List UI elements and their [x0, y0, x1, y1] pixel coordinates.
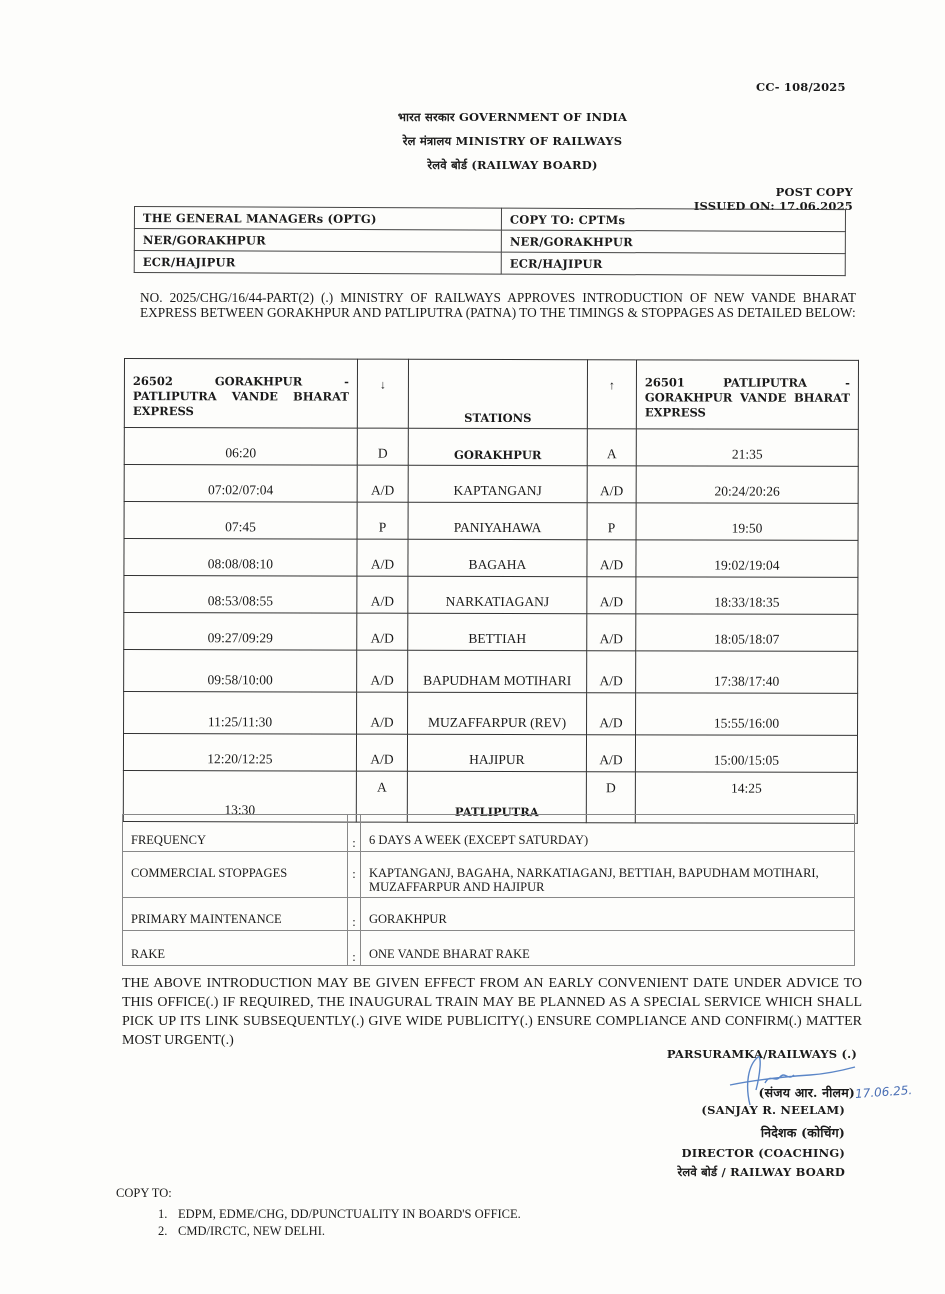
info-separator: :: [348, 815, 361, 852]
info-row-frequency: [123, 815, 855, 852]
down-time: 11:25/11:30: [124, 692, 357, 735]
header-board-hindi: रेलवे बोर्ड: [427, 158, 468, 172]
telegraphic-address: PARSURAMKA/RAILWAYS (.): [666, 1047, 857, 1061]
closing-paragraph: THE ABOVE INTRODUCTION MAY BE GIVEN EFFECT FROM AN EARLY CONVENIENT DATE UNDER ADVICE TO THIS OFFICE(.) IF REQUIRED, THE INAUGURAL TRAIN MAY BE PLANNED AS A SPECIAL SERVICE WHICH SHALL PICK UP ITS LINK SUBSEQUENTLY(.) GIVE WIDE PUBLICITY(.) ENSURE COMPLIANCE AND CONFIRM(.) MATTER MOST URGENT(.): [122, 976, 862, 1048]
copy-to-item: [158, 1223, 521, 1240]
info-value: KAPTANGANJ, BAGAHA, NARKATIAGANJ, BETTIAH, BAPUDHAM MOTIHARI, MUZAFFARPUR AND HAJIPUR: [361, 852, 855, 898]
down-time: 12:20/12:25: [123, 734, 356, 772]
up-time: 20:24/20:26: [636, 466, 858, 504]
down-code: A/D: [356, 734, 407, 771]
timetable-row: [123, 734, 857, 773]
down-code: A/D: [357, 613, 408, 650]
header-government: [40, 110, 945, 125]
designation-hindi: निदेशक (कोचिंग): [760, 1125, 845, 1140]
station-name: BAGAHA: [408, 539, 587, 576]
up-time: 19:02/19:04: [636, 540, 858, 578]
info-value: GORAKHPUR: [361, 898, 855, 931]
station-name: BAPUDHAM MOTIHARI: [408, 650, 587, 692]
station-name: KAPTANGANJ: [408, 465, 587, 502]
post-copy-label: POST COPY: [775, 185, 853, 199]
down-time: 09:58/10:00: [124, 650, 357, 693]
down-code: A/D: [357, 692, 408, 734]
down-code: A/D: [357, 465, 408, 502]
station-name: MUZAFFARPUR (REV): [408, 692, 587, 734]
timetable-row: [124, 650, 858, 694]
down-time: 13:30: [123, 770, 356, 822]
up-time: 21:35: [636, 429, 858, 467]
handwritten-date: 17.06.25.: [854, 1083, 913, 1101]
designation: DIRECTOR (COACHING): [681, 1146, 845, 1160]
down-time: 09:27/09:29: [124, 613, 357, 651]
up-code: A/D: [587, 540, 636, 577]
reference-number: CC- 108/2025: [756, 80, 846, 94]
header-ministry-en: MINISTRY OF RAILWAYS: [455, 134, 623, 148]
down-code: A/D: [357, 576, 408, 613]
down-time: 07:45: [124, 502, 357, 540]
addressee-to: NER/GORAKHPUR: [134, 229, 501, 253]
down-code: A: [356, 771, 407, 822]
addressee-table: [134, 206, 846, 276]
addressee-to: THE GENERAL MANAGERs (OPTG): [134, 207, 501, 231]
up-code: A/D: [587, 651, 636, 693]
info-label: RAKE: [123, 931, 348, 966]
header-government-hindi: भारत सरकार: [397, 110, 455, 124]
timetable-row: [124, 539, 858, 578]
up-arrow-icon: ↑: [587, 360, 636, 429]
down-code: A/D: [357, 539, 408, 576]
up-time: 18:05/18:07: [636, 614, 858, 652]
info-separator: :: [348, 852, 361, 898]
timetable: [123, 358, 859, 824]
header-board-en: (RAILWAY BOARD): [471, 158, 598, 172]
info-table: [122, 814, 855, 966]
station-name: PATLIPUTRA: [407, 771, 586, 822]
addressee-copy: NER/GORAKHPUR: [501, 230, 845, 254]
station-name: NARKATIAGANJ: [408, 576, 587, 613]
down-arrow-icon: ↓: [357, 359, 408, 428]
station-name: BETTIAH: [408, 613, 587, 650]
timetable-header-row: [124, 359, 858, 430]
up-time: 18:33/18:35: [636, 577, 858, 615]
issued-on-date: ISSUED ON: 17.06.2025: [693, 199, 853, 213]
signatory-name-hindi: (संजय आर. नीलम): [758, 1085, 855, 1100]
down-time: 08:08/08:10: [124, 539, 357, 577]
timetable-row: [124, 428, 858, 467]
up-code: A/D: [587, 577, 636, 614]
info-value: 6 DAYS A WEEK (EXCEPT SATURDAY): [361, 815, 855, 852]
up-train-header: 26501 PATLIPUTRA - GORAKHPUR VANDE BHARAT EXPRESS: [636, 360, 858, 430]
up-code: A/D: [587, 614, 636, 651]
timetable-row: [124, 576, 858, 615]
up-time: 15:55/16:00: [636, 693, 858, 736]
timetable-row: [124, 613, 858, 652]
up-code: P: [587, 503, 636, 540]
header-ministry-hindi: रेल मंत्रालय: [402, 134, 452, 148]
station-name: PANIYAHAWA: [408, 502, 587, 539]
copy-to-item-number: 2.: [158, 1224, 168, 1238]
up-time: 19:50: [636, 503, 858, 541]
handwritten-signature-icon: [690, 1055, 870, 1110]
info-row-rake: [123, 931, 855, 966]
copy-to-label: COPY TO:: [116, 1186, 172, 1200]
copy-to-item-number: 1.: [158, 1207, 168, 1221]
addressee-to: ECR/HAJIPUR: [134, 251, 501, 275]
info-value: ONE VANDE BHARAT RAKE: [361, 931, 855, 966]
station-name: HAJIPUR: [407, 734, 586, 771]
copy-to-item: [158, 1206, 521, 1223]
addressee-row: [134, 229, 845, 254]
down-time: 06:20: [124, 428, 357, 466]
copy-to-item-text: EDPM, EDME/CHG, DD/PUNCTUALITY IN BOARD'S OFFICE.: [178, 1207, 521, 1221]
down-time: 08:53/08:55: [124, 576, 357, 614]
timetable-row: [124, 692, 858, 736]
up-time: 17:38/17:40: [636, 651, 858, 694]
info-label: PRIMARY MAINTENANCE: [123, 898, 348, 931]
down-code: A/D: [357, 650, 408, 692]
timetable-row: [124, 465, 858, 504]
copy-to-list: [158, 1206, 521, 1240]
up-time: 14:25: [635, 772, 857, 824]
down-code: D: [357, 428, 408, 465]
info-row-commercial-stoppages: [123, 852, 855, 898]
header-ministry: [40, 134, 945, 149]
signatory-name: (SANJAY R. NEELAM): [701, 1103, 845, 1117]
info-row-primary-maintenance: [123, 898, 855, 931]
stations-header: STATIONS: [408, 359, 587, 428]
header-board: [40, 158, 945, 173]
down-code: P: [357, 502, 408, 539]
copy-to-item-text: CMD/IRCTC, NEW DELHI.: [178, 1224, 325, 1238]
up-code: A/D: [586, 735, 635, 772]
intro-paragraph: NO. 2025/CHG/16/44-PART(2) (.) MINISTRY OF RAILWAYS APPROVES INTRODUCTION OF NEW VANDE BHARAT EXPRESS BETWEEN GORAKHPUR AND PATLIPUTRA (PATNA) TO THE TIMINGS & STOPPAGES AS DETAILED BELOW:: [140, 290, 856, 320]
header-government-en: GOVERNMENT OF INDIA: [459, 110, 628, 124]
addressee-copy: ECR/HAJIPUR: [501, 252, 845, 276]
up-code: A/D: [587, 693, 636, 735]
addressee-copy: COPY TO: CPTMs: [501, 208, 845, 232]
up-time: 15:00/15:05: [635, 735, 857, 773]
up-code: A/D: [587, 466, 636, 503]
railway-board-label: रेलवे बोर्ड / RAILWAY BOARD: [677, 1165, 845, 1179]
up-code: D: [586, 772, 635, 823]
addressee-row: [134, 251, 845, 276]
down-time: 07:02/07:04: [124, 465, 357, 503]
timetable-row: [124, 502, 858, 541]
info-separator: :: [348, 931, 361, 966]
down-train-header: 26502 GORAKHPUR - PATLIPUTRA VANDE BHARAT EXPRESS: [124, 359, 357, 429]
addressee-row: [134, 207, 845, 232]
up-code: A: [587, 429, 636, 466]
station-name: GORAKHPUR: [408, 428, 587, 465]
info-label: COMMERCIAL STOPPAGES: [123, 852, 348, 898]
info-separator: :: [348, 898, 361, 931]
info-label: FREQUENCY: [123, 815, 348, 852]
